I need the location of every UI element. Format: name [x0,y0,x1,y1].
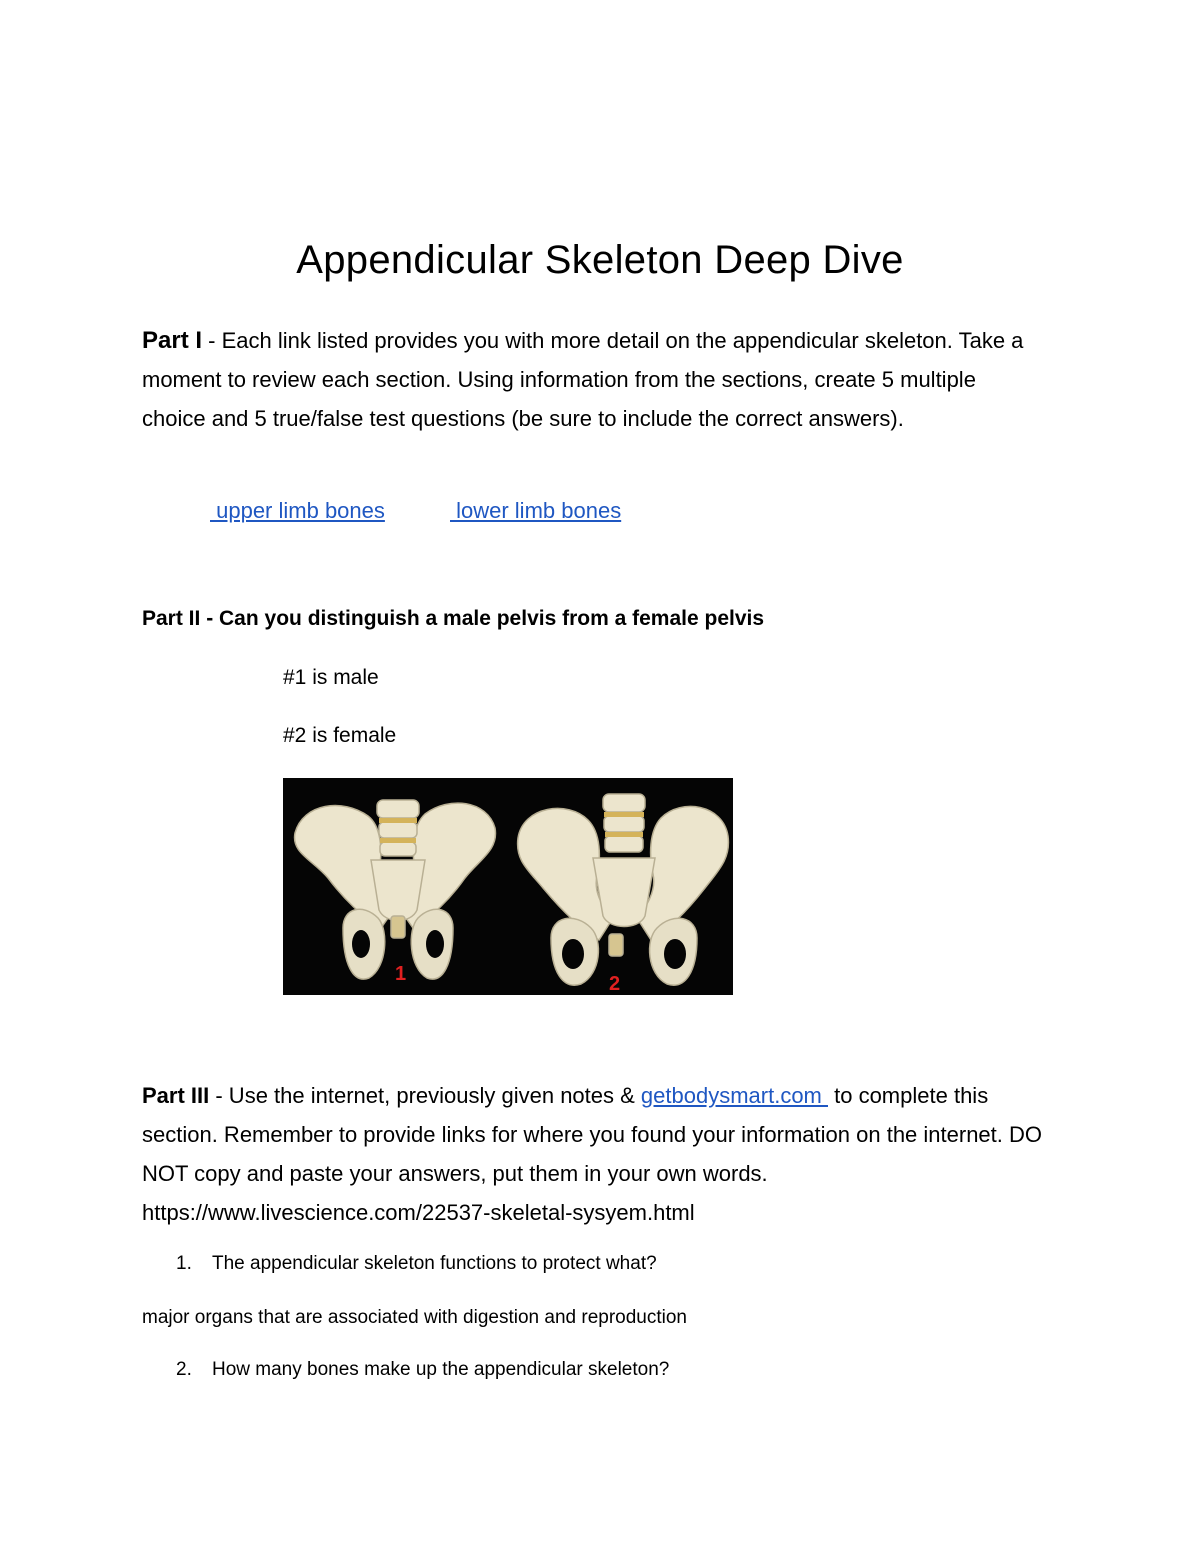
part1-lead: Part I [142,327,203,354]
upper-limb-bones-link[interactable]: upper limb bones [210,498,385,523]
female-pelvis-line: #2 is female [283,724,397,747]
pelvis-comparison-photo [283,778,733,995]
pelvis-illustration [283,778,733,995]
answer-1: major organs that are associated with digestion and reproduction [142,1307,687,1328]
question-1-text: The appendicular skeleton functions to protect what? [212,1253,657,1274]
question-2-number: 2. [176,1359,192,1380]
question-2 [176,1359,669,1381]
part3-text-a: - Use the internet, previously given notes & [209,1083,641,1108]
page-title: Appendicular Skeleton Deep Dive [296,238,904,282]
part3-text-b: to complete this section. Remember to provide links for where you found your information on the internet. DO NOT copy and paste your answers, put them in your own words. https://www.livescience.com/22537-skeletal-sysyem.html [142,1083,1043,1225]
part2-heading: Part II - Can you distinguish a male pelvis from a female pelvis [142,607,765,630]
part3-paragraph [142,1076,1042,1232]
part3-lead: Part III [142,1083,210,1108]
part1-paragraph [142,321,1042,438]
getbodysmart-link[interactable]: getbodysmart.com [640,1083,828,1108]
pelvis-label-1: 1 [395,963,407,985]
question-2-text: How many bones make up the appendicular skeleton? [212,1359,670,1380]
lower-limb-bones-link[interactable]: lower limb bones [450,498,622,523]
question-1-number: 1. [176,1253,192,1274]
male-pelvis-line: #1 is male [283,666,379,689]
pelvis-label-2: 2 [609,973,621,995]
part1-text: - Each link listed provides you with more detail on the appendicular skeleton. Take a moment to review each section. Using information from the sections, create 5 multiple choice and 5 true/false test questions (be sure to include the correct answers). [142,328,1024,431]
question-1 [176,1253,657,1275]
